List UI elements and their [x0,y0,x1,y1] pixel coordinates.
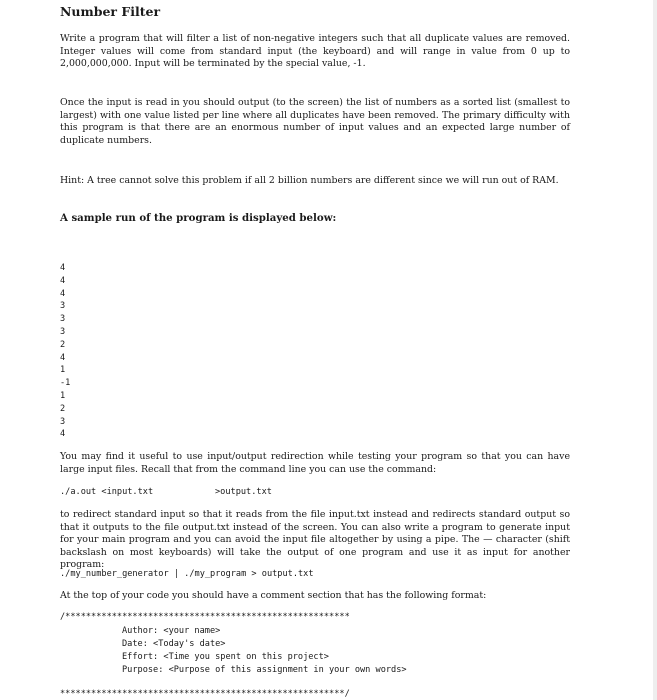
comment-effort-line: Effort: <Time you spent on this project> [122,652,329,662]
sample-value: 1 [60,390,66,401]
sample-value: 4 [60,352,66,363]
comment-date-line: Date: <Today's date> [122,639,226,649]
redirect-intro-paragraph: You may find it useful to use input/output redirection while testing your program so that you can have large input files. Recall that from the command line you can use the command: [60,451,570,475]
command-output-part: >output.txt [215,487,272,497]
page-edge [653,0,657,700]
sample-value: 4 [60,288,66,299]
sample-value: 3 [60,416,66,427]
sample-value: 2 [60,403,66,414]
sample-value: -1 [60,378,71,389]
sample-heading: A sample run of the program is displayed below: [60,212,337,224]
sample-value: 4 [60,275,66,286]
pipe-command: ./my_number_generator | ./my_program > output.txt [60,569,314,579]
output-description-paragraph: Once the input is read in you should output (to the screen) the list of numbers as a sorted list (smallest to largest) with one value listed per line where all duplicates have been removed. The primary difficulty with this program is that there are an enormous number of input values and an expected large number of duplicate numbers. [60,97,570,146]
comment-author-line: Author: <your name> [122,626,221,636]
redirect-command [60,487,272,497]
sample-value: 4 [60,263,66,273]
sample-run-list [60,262,70,441]
hint-paragraph: Hint: A tree cannot solve this problem if all 2 billion numbers are different since we will run out of RAM. [60,175,559,186]
sample-value: 4 [60,429,66,440]
sample-value: 3 [60,301,66,312]
intro-paragraph: Write a program that will filter a list of non-negative integers such that all duplicate values are removed. Integer values will come from standard input (the keyboard) and will range in value from 0 up to 2,000,000,000. Input will be terminated by the special value, -1. [60,33,570,70]
comment-intro-paragraph: At the top of your code you should have a comment section that has the following format: [60,590,487,601]
comment-top-border: /******************************************************* [60,612,350,622]
comment-bottom-border: *******************************************************/ [60,689,350,699]
redirect-explanation-paragraph: to redirect standard input so that it reads from the file input.txt instead and redirects standard output so that it outputs to the file output.txt instead of the screen. You can also write a program to generate input for your main program and you can avoid the input file altogether by using a pipe. The — character (shift backslash on most keyboards) will take the output of one program and use it as input for another program: [60,509,570,571]
sample-value: 2 [60,339,66,350]
sample-value: 1 [60,365,66,376]
page-title: Number Filter [60,4,161,19]
sample-value: 3 [60,314,66,325]
comment-purpose-line: Purpose: <Purpose of this assignment in your own words> [122,665,407,675]
command-input-part: ./a.out <input.txt [60,487,154,497]
sample-value: 3 [60,326,66,337]
